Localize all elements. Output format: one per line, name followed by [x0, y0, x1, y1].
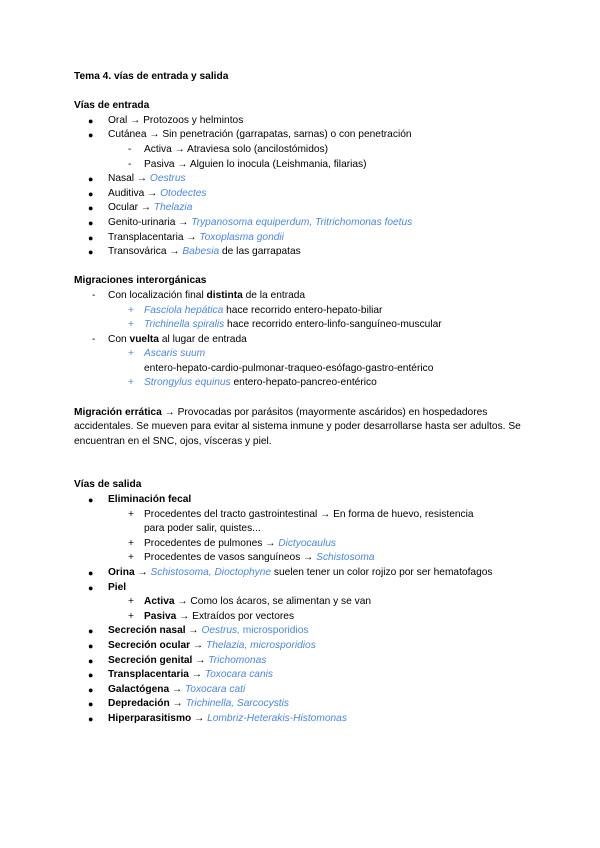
bullet-plus: + [128, 508, 134, 520]
list-item-ocular: ● Ocular → Thelazia [74, 201, 534, 216]
list-subitem-pasiva: - Pasiva → Alguien lo inocula (Leishmania, filarias) [74, 158, 534, 173]
list-item-localizacion-distinta: - Con localización final distinta de la entrada [74, 289, 534, 304]
list-item-nasal: ● Nasal → Oestrus [74, 172, 534, 187]
list-item-eliminacion-fecal: ● Eliminación fecal [74, 493, 534, 508]
bullet-dot: ● [88, 699, 94, 710]
list-item-secrecion-genital: ● Secreción genital → Trichomonas [74, 654, 534, 669]
section-heading-entrada: Vías de entrada [74, 100, 150, 112]
list-subitem-ascaris-route: entero-hepato-cardio-pulmonar-traqueo-esófago-gastro-entérico [144, 362, 434, 374]
list-item-cutanea: ● Cutánea → Sin penetración (garrapatas, sarnas) o con penetración [74, 128, 534, 143]
bullet-dot: ● [88, 188, 94, 199]
list-item-transplacentaria: ● Transplacentaria → Toxoplasma gondii [74, 231, 534, 246]
list-item-secrecion-ocular: ● Secreción ocular → Thelazia, microsporidios [74, 639, 534, 654]
bullet-dot: ● [88, 568, 94, 578]
list-subitem-pulmones: + Procedentes de pulmones → Dictyocaulus [74, 537, 534, 552]
list-item-auditiva: ● Auditiva → Otodectes [74, 187, 534, 202]
section-heading-salida: Vías de salida [74, 479, 142, 491]
bullet-dot: ● [88, 203, 94, 214]
bullet-dot: ● [88, 217, 94, 228]
bullet-dot: ● [88, 247, 94, 258]
list-item-orina: ● Orina → Schistosoma, Dioctophyne suelen tener un color rojizo por ser hematofagos [74, 566, 534, 581]
paragraph-erratica: Migración errática → Provocadas por parásitos (mayormente ascáridos) en hospedadores accidentales. Se mueven para evitar al sistema inmune y poder desarrollarse hasta ser adultos. Se encuentran en el SNC, ojos, vísceras y piel. [74, 406, 521, 447]
bullet-dot: ● [88, 582, 94, 593]
bullet-dot: ● [88, 713, 94, 724]
list-item-hiperparasitismo: ● Hiperparasitismo → Lombriz-Heterakis-Histomonas [74, 712, 534, 727]
bullet-dot: ● [88, 640, 94, 651]
document-page [74, 70, 534, 727]
spacer [74, 260, 534, 275]
bullet-dot: ● [88, 232, 94, 243]
list-subitem-fasciola: + Fasciola hepática hace recorrido entero-hepato-biliar [74, 304, 534, 319]
bullet-dash: - [128, 143, 132, 155]
bullet-plus: + [128, 596, 134, 608]
bullet-dot: ● [88, 495, 94, 506]
list-subitem-vasos: + Procedentes de vasos sanguíneos → Schistosoma [74, 551, 534, 566]
bullet-plus: + [128, 537, 134, 549]
bullet-dash: - [92, 333, 96, 345]
list-subitem-trichinella: + Trichinella spiralis hace recorrido entero-linfo-sanguíneo-muscular [74, 318, 534, 333]
bullet-dot: ● [88, 174, 94, 185]
list-item-oral: ● Oral → Protozoos y helmintos [74, 114, 534, 129]
bullet-plus: + [128, 304, 134, 316]
list-item-secrecion-nasal: ● Secreción nasal → Oestrus, microsporidios [74, 624, 534, 639]
list-subitem-gastrointestinal-cont: para poder salir, quistes... [144, 523, 261, 535]
list-subitem-strongylus: + Strongylus equinus entero-hepato-pancreo-entérico [74, 376, 534, 391]
list-item-vuelta: - Con vuelta al lugar de entrada [74, 333, 534, 348]
bullet-plus: + [128, 552, 134, 564]
bullet-plus: + [128, 377, 134, 389]
bullet-plus: + [128, 610, 134, 622]
list-item-galactogena: ● Galactógena → Toxocara cati [74, 683, 534, 698]
bullet-dot: ● [88, 130, 94, 141]
bullet-dot: ● [88, 115, 94, 126]
list-subitem-gastrointestinal: + Procedentes del tracto gastrointestinal → En forma de huevo, resistencia [74, 508, 534, 523]
list-subitem-activa: - Activa → Atraviesa solo (ancilostómidos) [74, 143, 534, 158]
list-item-piel: ● Piel [74, 581, 534, 596]
bullet-dot: ● [88, 684, 94, 695]
bullet-dot: ● [88, 670, 94, 681]
bullet-plus: + [128, 348, 134, 360]
list-subitem-piel-pasiva: + Pasiva → Extraídos por vectores [74, 610, 534, 625]
bullet-plus: + [128, 319, 134, 331]
bullet-dash: - [92, 289, 96, 301]
list-subitem-ascaris: + Ascaris suum [74, 347, 534, 362]
bullet-dash: - [128, 158, 132, 170]
bullet-dot: ● [88, 626, 94, 637]
spacer [74, 85, 534, 100]
spacer [74, 391, 534, 406]
section-heading-migraciones: Migraciones interorgánicas [74, 275, 207, 287]
spacer [74, 449, 534, 478]
list-item-transplacentaria-salida: ● Transplacentaria → Toxocara canis [74, 668, 534, 683]
list-item-depredacion: ● Depredación → Trichinella, Sarcocystis [74, 697, 534, 712]
bullet-dot: ● [88, 655, 94, 666]
list-item-genito-urinaria: ● Genito-urinaria → Trypanosoma equiperdum, Tritrichomonas foetus [74, 216, 534, 231]
document-title: Tema 4. vías de entrada y salida [74, 71, 229, 82]
list-item-transovarica: ● Transovárica → Babesia de las garrapatas [74, 245, 534, 260]
list-subitem-piel-activa: + Activa → Como los ácaros, se alimentan y se van [74, 595, 534, 610]
